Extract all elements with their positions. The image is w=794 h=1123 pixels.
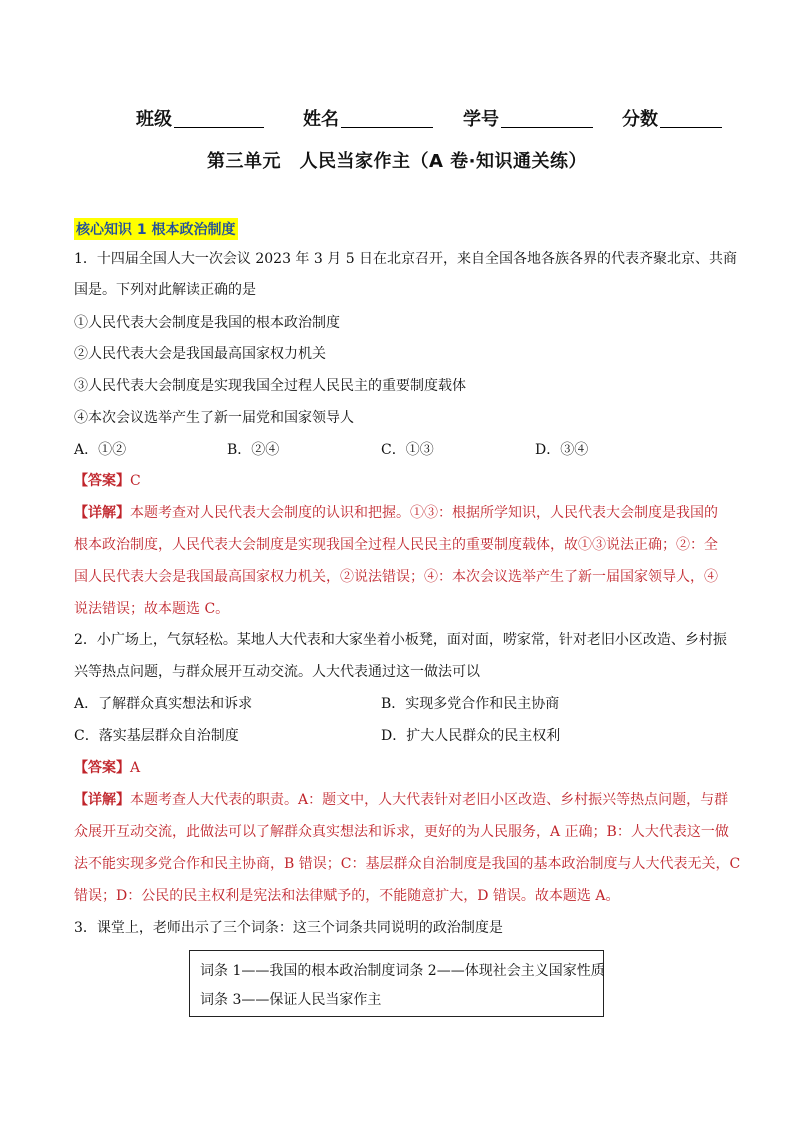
q1-statement-3: ③人民代表大会制度是实现我国全过程人民民主的重要制度载体 [74,378,466,394]
q1-option-a[interactable]: A．①② [74,442,127,458]
q2-option-a[interactable]: A．了解群众真实想法和诉求 [74,696,253,712]
q2-detail-line-2: 众展开互动交流，此做法可以了解群众真实想法和诉求，更好的为人民服务，A 正确；B：人大代表这一做 [74,824,729,840]
q2-answer-value: A [130,760,141,776]
q3-stem-line-1: 3．课堂上，老师出示了三个词条：这三个词条共同说明的政治制度是 [74,920,503,936]
class-label: 班级 [136,109,172,130]
q2-stem-line-1: 2．小广场上，气氛轻松。某地人大代表和大家坐着小板凳，面对面，唠家常，针对老旧小区改造、乡村振 [74,632,727,648]
page-title: 第三单元 人民当家作主（A 卷·知识通关练） [206,151,588,172]
q2-detail-label: 【详解】 [74,792,130,808]
class-blank[interactable] [174,109,264,128]
q1-detail-line-1 [74,503,724,523]
q1-statement-4: ④本次会议选举产生了新一届党和国家领导人 [74,410,354,426]
q2-answer [74,758,724,778]
student-id-label: 学号 [463,109,499,130]
q1-answer [74,471,724,491]
q1-statement-1: ①人民代表大会制度是我国的根本政治制度 [74,315,340,331]
q1-detail-label: 【详解】 [74,505,130,521]
q1-detail-line-3: 国人民代表大会是我国最高国家权力机关，②说法错误；④：本次会议选举产生了新一届国家领导人，④ [74,569,718,585]
name-label: 姓名 [303,109,339,130]
q2-answer-label: 【答案】 [74,760,130,776]
q2-option-c[interactable]: C．落实基层群众自治制度 [74,728,239,744]
q1-stem-line-1: 1．十四届全国人大一次会议 2023 年 3 月 5 日在北京召开，来自全国各地各族各界的代表齐聚北京、共商 [74,251,738,267]
score-blank[interactable] [660,109,722,128]
student-id-field[interactable] [463,105,593,131]
q2-detail-text-1: 本题考查人大代表的职责。A：题文中，人大代表针对老旧小区改造、乡村振兴等热点问题，与群 [130,792,729,808]
q2-option-b[interactable]: B．实现多党合作和民主协商 [381,696,560,712]
q2-option-d[interactable]: D．扩大人民群众的民主权利 [381,728,561,744]
q1-statement-2: ②人民代表大会是我国最高国家权力机关 [74,346,326,362]
q1-option-d[interactable]: D．③④ [535,442,589,458]
q2-stem-line-2: 兴等热点问题，与群众展开互动交流。人大代表通过这一做法可以 [74,664,480,680]
q3-box-line-2: 词条 3——保证人民当家作主 [200,992,382,1008]
q1-option-b[interactable]: B．②④ [227,442,280,458]
q3-term-box [189,950,604,1017]
q1-detail-line-4: 说法错误；故本题选 C。 [74,601,230,617]
q2-detail-line-3: 法不能实现多党合作和民主协商，B 错误；C：基层群众自治制度是我国的基本政治制度与人大代表无关，C [74,856,741,872]
q2-detail-line-4: 错误；D：公民的民主权利是宪法和法律赋予的，不能随意扩大，D 错误。故本题选 A。 [74,888,620,904]
score-field[interactable] [622,105,722,131]
q1-stem-line-2: 国是。下列对此解读正确的是 [74,282,256,298]
name-field[interactable] [303,105,433,131]
q1-detail-line-2: 根本政治制度，人民代表大会制度是实现我国全过程人民民主的重要制度载体，故①③说法正确；②：全 [74,537,718,553]
q1-option-c[interactable]: C．①③ [381,442,434,458]
name-blank[interactable] [341,109,433,128]
class-field[interactable] [136,105,264,131]
student-id-blank[interactable] [501,109,593,128]
score-label: 分数 [622,109,658,130]
q1-detail-text-1: 本题考查对人民代表大会制度的认识和把握。①③：根据所学知识，人民代表大会制度是我国的 [130,505,718,521]
q1-answer-label: 【答案】 [74,473,130,489]
q2-detail-line-1 [74,790,729,810]
q1-answer-value: C [130,473,141,489]
section-tag: 核心知识 1 根本政治制度 [74,218,238,240]
q3-box-line-1: 词条 1——我国的根本政治制度词条 2——体现社会主义国家性质 [200,963,605,979]
